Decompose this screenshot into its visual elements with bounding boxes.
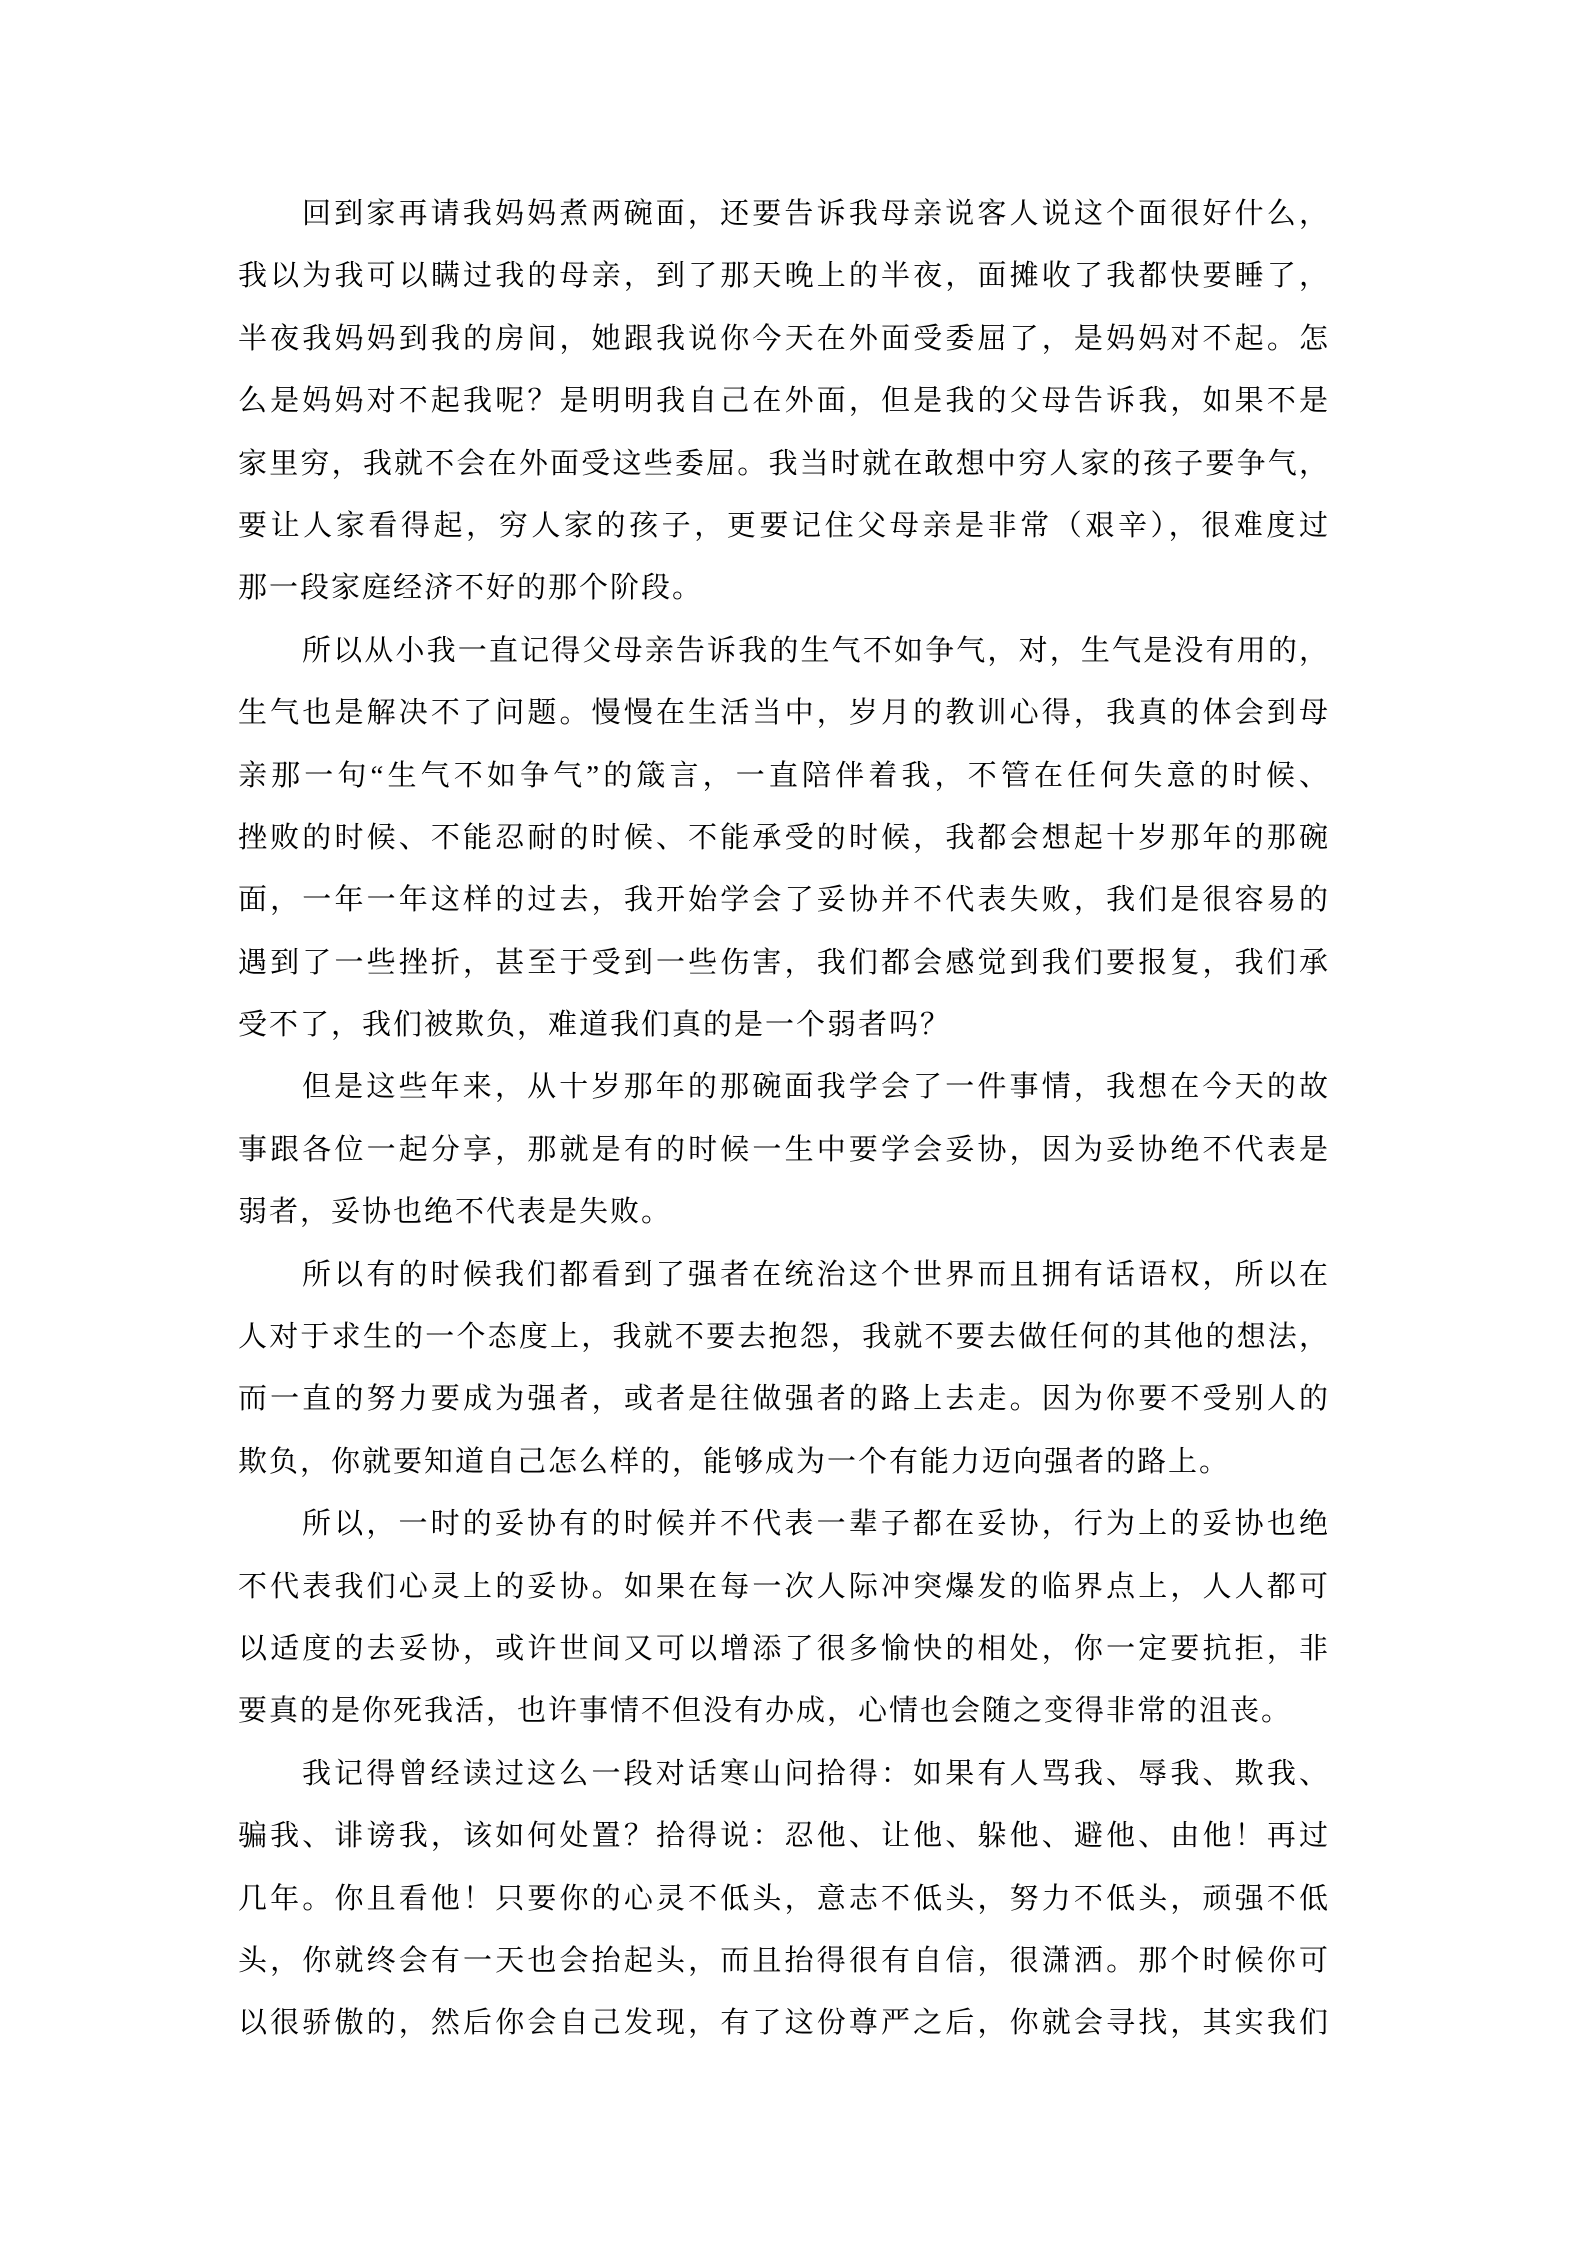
text-line: 所以，一时的妥协有的时候并不代表一辈子都在妥协，行为上的妥协也绝 — [302, 1508, 1330, 1541]
text-line: 骗我、诽谤我，该如何处置？拾得说：忍他、让他、躲他、避他、由他！再过 — [238, 1820, 1330, 1853]
text-line: 受不了，我们被欺负，难道我们真的是一个弱者吗？ — [238, 1009, 952, 1042]
text-line: 么是妈妈对不起我呢？是明明我自己在外面，但是我的父母告诉我，如果不是 — [238, 385, 1330, 418]
text-line: 欺负，你就要知道自己怎么样的，能够成为一个有能力迈向强者的路上。 — [238, 1445, 1231, 1478]
text-line: 所以从小我一直记得父母亲告诉我的生气不如争气，对，生气是没有用的， — [302, 634, 1330, 667]
text-line: 事跟各位一起分享，那就是有的时候一生中要学会妥协，因为妥协绝不代表是 — [238, 1133, 1330, 1166]
text-line: 头，你就终会有一天也会抬起头，而且抬得很有自信，很潇洒。那个时候你可 — [238, 1944, 1330, 1977]
document-text — [238, 183, 1330, 2055]
text-line: 挫败的时候、不能忍耐的时候、不能承受的时候，我都会想起十岁那年的那碗 — [238, 821, 1330, 854]
text-line: 人对于求生的一个态度上，我就不要去抱怨，我就不要去做任何的其他的想法， — [238, 1321, 1330, 1354]
text-line: 遇到了一些挫折，甚至于受到一些伤害，我们都会感觉到我们要报复，我们承 — [238, 946, 1330, 979]
text-line: 几年。你且看他！只要你的心灵不低头，意志不低头，努力不低头，顽强不低 — [238, 1882, 1330, 1915]
text-line: 弱者，妥协也绝不代表是失败。 — [238, 1196, 673, 1229]
text-line: 要真的是你死我活，也许事情不但没有办成，心情也会随之变得非常的沮丧。 — [238, 1695, 1293, 1728]
text-line: 以很骄傲的，然后你会自己发现，有了这份尊严之后，你就会寻找，其实我们 — [238, 2007, 1330, 2040]
text-line: 不代表我们心灵上的妥协。如果在每一次人际冲突爆发的临界点上，人人都可 — [238, 1570, 1330, 1603]
text-line: 面，一年一年这样的过去，我开始学会了妥协并不代表失败，我们是很容易的 — [238, 884, 1330, 917]
text-line: 回到家再请我妈妈煮两碗面，还要告诉我母亲说客人说这个面很好什么， — [302, 198, 1330, 230]
text-line: 我记得曾经读过这么一段对话寒山问拾得：如果有人骂我、辱我、欺我、 — [302, 1757, 1330, 1790]
text-line: 那一段家庭经济不好的那个阶段。 — [238, 572, 704, 605]
text-line: 以适度的去妥协，或许世间又可以增添了很多愉快的相处，你一定要抗拒，非 — [238, 1632, 1330, 1665]
text-line: 所以有的时候我们都看到了强者在统治这个世界而且拥有话语权，所以在 — [302, 1258, 1330, 1291]
text-line: 生气也是解决不了问题。慢慢在生活当中，岁月的教训心得，我真的体会到母 — [238, 697, 1330, 730]
text-line: 要让人家看得起，穷人家的孩子，更要记住父母亲是非常（艰辛），很难度过 — [238, 509, 1330, 542]
text-line: 而一直的努力要成为强者，或者是往做强者的路上去走。因为你要不受别人的 — [238, 1383, 1330, 1416]
text-line: 半夜我妈妈到我的房间，她跟我说你今天在外面受委屈了，是妈妈对不起。怎 — [238, 322, 1330, 355]
text-line: 我以为我可以瞒过我的母亲，到了那天晚上的半夜，面摊收了我都快要睡了， — [238, 260, 1330, 293]
text-line: 家里穷，我就不会在外面受这些委屈。我当时就在敢想中穷人家的孩子要争气， — [238, 447, 1330, 480]
text-line: 但是这些年来，从十岁那年的那碗面我学会了一件事情，我想在今天的故 — [302, 1071, 1330, 1104]
text-line: 亲那一句“生气不如争气”的箴言，一直陪伴着我，不管在任何失意的时候、 — [238, 759, 1330, 792]
